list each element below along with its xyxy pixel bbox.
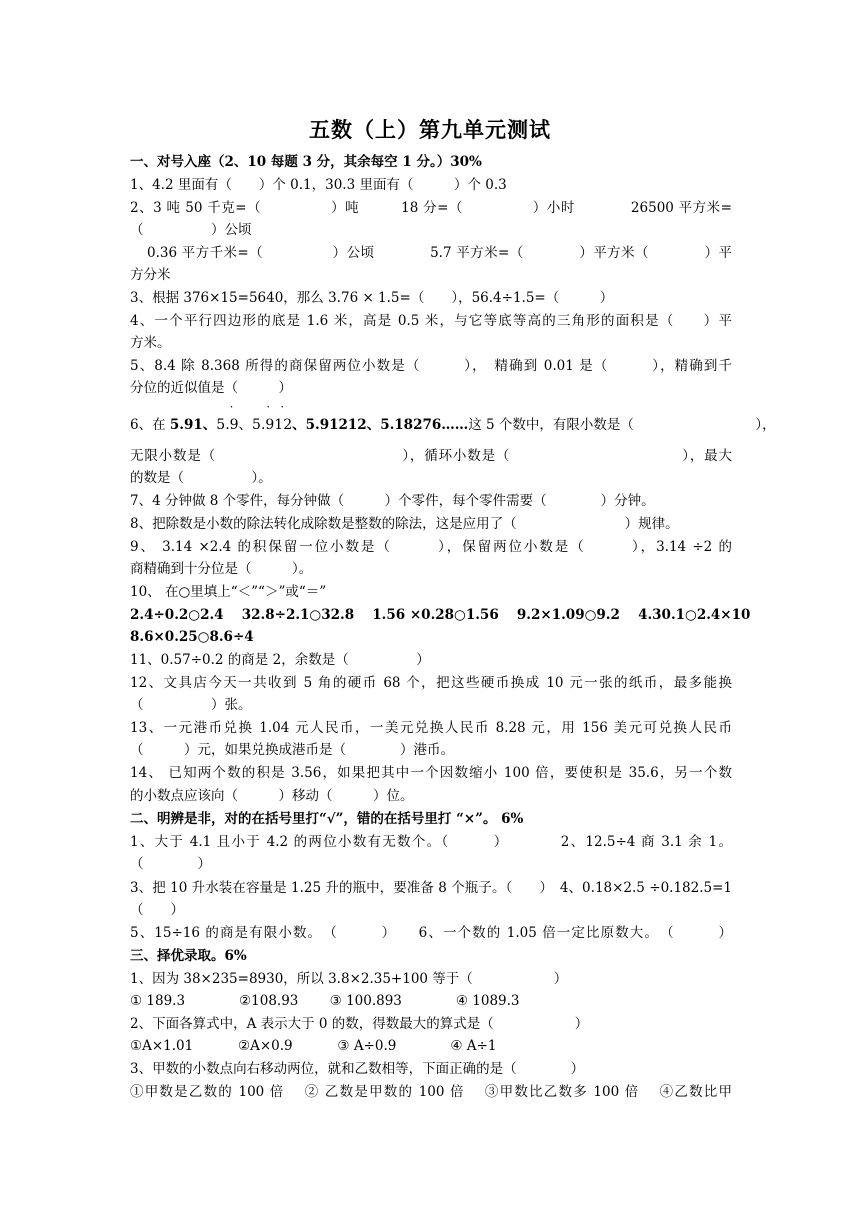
q6-prefix: 6、在 <box>130 417 170 433</box>
q6-number-1: 5.91、 <box>169 417 217 433</box>
section-3-heading: 三、择优录取。6% <box>130 948 247 964</box>
question-5-line-2: 分位的近似值是（ ） <box>130 380 292 396</box>
question-2-line-1: 2、3 吨 50 千克=（ ）吨 18 分=（ ）小时 26500 平方米= <box>130 200 732 216</box>
question-11: 11、0.57÷0.2 的商是 2，余数是（ ） <box>130 652 430 668</box>
question-12-line-2: （ ）张。 <box>130 697 252 713</box>
question-6-line-3: 的数是（ ）。 <box>130 470 272 486</box>
q6-repeating-number-1: 5.9 ˙ <box>216 405 239 433</box>
q6-question: 这 5 个数中，有限小数是（ ）， <box>468 417 776 433</box>
question-4-line-1: 4、一个平行四边形的底是 1.6 米，高是 0.5 米，与它等底等高的三角形的面积是（ ）平 <box>130 313 732 329</box>
q6-separator: 、 <box>238 417 253 433</box>
choice-question-2: 2、下面各算式中，A 表示大于 0 的数，得数最大的算式是（ ） <box>130 1016 589 1032</box>
section-2-heading: 二、明辨是非，对的在括号里打“√”，错的在括号里打 “×”。 6% <box>130 811 524 827</box>
question-1: 1、4.2 里面有（ ）个 0.1，30.3 里面有（ ）个 0.3 <box>130 177 507 193</box>
question-10: 10、 在○里填上“＜”“＞”或“＝” <box>130 584 327 600</box>
judge-line-4: （ ） <box>130 902 184 918</box>
question-7: 7、4 分钟做 8 个零件，每分钟做（ ）个零件，每个零件需要（ ）分钟。 <box>130 493 655 509</box>
repeat-dot-icon: ˙ <box>228 405 235 420</box>
question-9-line-1: 9、 3.14 ×2.4 的积保留一位小数是（ ），保留两位小数是（ ），3.14 ÷2 的 <box>130 539 732 555</box>
choice-question-1: 1、因为 38×235=8930，所以 3.8×2.35+100 等于（ ） <box>130 971 568 987</box>
judge-line-1: 1、大于 4.1 且小于 4.2 的两位小数有无数个。（ ） 2、12.5÷4 商 3.1 余 1。 <box>130 834 732 850</box>
choice-options-3: ①甲数是乙数的 100 倍 ② 乙数是甲数的 100 倍 ③甲数比乙数多 100 倍 ④乙数比甲 <box>130 1084 732 1100</box>
question-14-line-2: 的小数点应该向（ ）移动（ ）位。 <box>130 788 414 804</box>
question-3: 3、根据 376×15=5640，那么 3.76 × 1.5=（ ），56.4÷1.5=（ ） <box>130 290 614 306</box>
question-5-line-1: 5、8.4 除 8.368 所得的商保留两位小数是（ ）， 精确到 0.01 是（ ），精确到千 <box>130 358 732 374</box>
question-10-items-line-2: 8.6×0.25○8.6÷4 <box>130 629 254 645</box>
question-6-line-2: 无限小数是（ ），循环小数是（ ），最大 <box>130 448 732 464</box>
repeat-dot-icon: ˙ <box>265 405 272 420</box>
question-9-line-2: 商精确到十分位是（ ）。 <box>130 561 313 577</box>
question-6-line-1 <box>130 405 776 435</box>
choice-options-2: ①A×1.01 ②A×0.9 ③ A÷0.9 ④ A÷1 <box>130 1038 497 1054</box>
page-title: 五数（上）第九单元测试 <box>309 118 551 142</box>
question-13-line-2: （ ）元，如果兑换成港币是（ ）港币。 <box>130 742 454 758</box>
question-4-line-2: 方米。 <box>130 335 171 351</box>
section-1-heading: 一、对号入座（2、10 每题 3 分，其余每空 1 分。）30% <box>130 154 482 170</box>
repeat-dot-icon: ˙ <box>279 405 286 420</box>
question-10-items-line-1: 2.4÷0.2○2.4 32.8÷2.1○32.8 1.56 ×0.28○1.56 9.2×1.09○9.2 4.30.1○2.4×10 <box>130 607 751 623</box>
choice-question-3: 3、甲数的小数点向右移动两位，就和乙数相等，下面正确的是（ ） <box>130 1061 585 1077</box>
q6-repeating-number-2: 5.912 ˙ ˙ <box>252 405 293 433</box>
question-12-line-1: 12、文具店今天一共收到 5 角的硬币 68 个，把这些硬币换成 10 元一张的纸币，最多能换 <box>130 675 732 691</box>
question-2-line-2: （ ）公顷 <box>130 222 252 238</box>
q6-numbers-rest: 、5.91212、5.18276…… <box>292 417 469 433</box>
judge-line-5: 5、15÷16 的商是有限小数。 （ ） 6、一个数的 1.05 倍一定比原数大。 （ ） <box>130 925 732 941</box>
choice-options-1: ① 189.3 ②108.93 ③ 100.893 ④ 1089.3 <box>130 993 520 1009</box>
judge-line-2: （ ） <box>130 856 211 872</box>
question-2-line-3: 0.36 平方千米=（ ）公顷 5.7 平方米=（ ）平方米（ ）平 <box>147 245 732 261</box>
question-2-line-4: 方分米 <box>130 267 171 283</box>
question-8: 8、把除数是小数的除法转化成除数是整数的除法，这是应用了（ ）规律。 <box>130 516 679 532</box>
question-13-line-1: 13、一元港币兑换 1.04 元人民币，一美元兑换人民币 8.28 元，用 156 美元可兑换人民币 <box>130 720 732 736</box>
judge-line-3: 3、把 10 升水装在容量是 1.25 升的瓶中，要准备 8 个瓶子。（ ） 4、0.18×2.5 ÷0.182.5=1 <box>130 880 732 896</box>
question-14-line-1: 14、 已知两个数的积是 3.56，如果把其中一个因数缩小 100 倍，要使积是 35.6，另一个数 <box>130 765 732 781</box>
